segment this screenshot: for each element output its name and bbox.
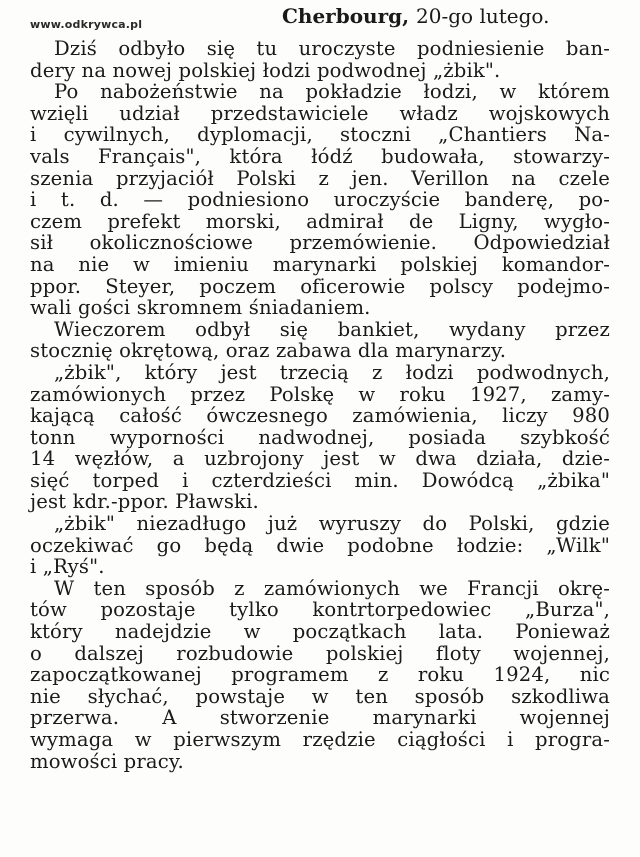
article-line: który nadejdzie w początkach lata. Ponieważ <box>30 620 610 644</box>
article-line: stocznię okrętową, oraz zabawa dla marynarzy. <box>30 339 507 363</box>
article-line: zamówionych przez Polskę w roku 1927, zamy- <box>30 382 610 406</box>
article-line: kającą całość ówczesnego zamówienia, liczy 980 <box>30 404 610 428</box>
article-line: o dalszej rozbudowie polskiej floty wojennej, <box>30 641 610 665</box>
article-line: W ten sposób z zamówionych we Francji okrę- <box>54 576 610 600</box>
article-line: mowości pracy. <box>30 749 184 773</box>
article-line: oczekiwać go będą dwie podobne łodzie: „Wilk" <box>30 533 610 557</box>
dateline-place: Cherbourg, <box>282 4 410 28</box>
dateline-date: 20-go lutego. <box>416 4 550 28</box>
article-line: jest kdr.-ppor. Pławski. <box>30 490 259 514</box>
article-line: dery na nowej polskiej łodzi podwodnej „żbik". <box>30 58 501 82</box>
article-line: i cywilnych, dyplomacji, stoczni „Chantiers Na- <box>30 123 610 147</box>
article-line: czem prefekt morski, admirał de Ligny, wygło- <box>30 209 610 233</box>
article-line: Dziś odbyło się tu uroczyste podniesienie ban- <box>54 37 610 60</box>
article-line: 14 węzłów, a uzbrojony jest w dwa działa, dzie- <box>30 447 610 471</box>
article-line: wali gości skromnem śniadaniem. <box>30 296 371 320</box>
article-line: szenia przyjaciół Polski z jen. Verillon na czele <box>30 166 610 190</box>
article-line: wzięli udział przedstawiciele władz wojskowych <box>30 101 610 125</box>
article-line: Po nabożeństwie na pokładzie łodzi, w którem <box>54 80 610 104</box>
article-line: wymaga w pierwszym rzędzie ciągłości i progra- <box>30 728 610 751</box>
article-line: „żbik", który jest trzecią z łodzi podwodnych, <box>54 360 610 384</box>
source-watermark: www.odkrywca.pl <box>30 18 143 31</box>
article-line: i t. d. — podniesiono uroczyście banderę, po- <box>30 188 610 212</box>
dateline <box>282 4 549 28</box>
article-body <box>30 38 610 772</box>
article-line: nie słychać, powstaje w ten sposób szkodliwa <box>30 684 610 708</box>
article-line: ppor. Steyer, poczem oficerowie polscy podejmo- <box>30 274 610 298</box>
article-line: Wieczorem odbył się bankiet, wydany przez <box>54 317 610 341</box>
article-line: tów pozostaje tylko kontrtorpedowiec „Burza", <box>30 598 610 622</box>
article-line: i „Ryś". <box>30 555 105 579</box>
article-line: vals Français", która łódź budowała, stowarzy- <box>30 144 610 168</box>
article-line: na nie w imieniu marynarki polskiej komandor- <box>30 252 610 276</box>
article-line: „żbik" niezadługo już wyruszy do Polski, gdzie <box>54 512 610 536</box>
article-line: zapoczątkowanej programem z roku 1924, nic <box>30 663 610 687</box>
article-line: tonn wyporności nadwodnej, posiada szybkość <box>30 425 610 449</box>
article-line: sięć torped i czterdzieści min. Dowódcą „żbika" <box>30 468 610 492</box>
article-line: przerwa. A stworzenie marynarki wojennej <box>30 706 610 730</box>
article-line: sił okolicznościowe przemówienie. Odpowiedział <box>30 231 610 255</box>
